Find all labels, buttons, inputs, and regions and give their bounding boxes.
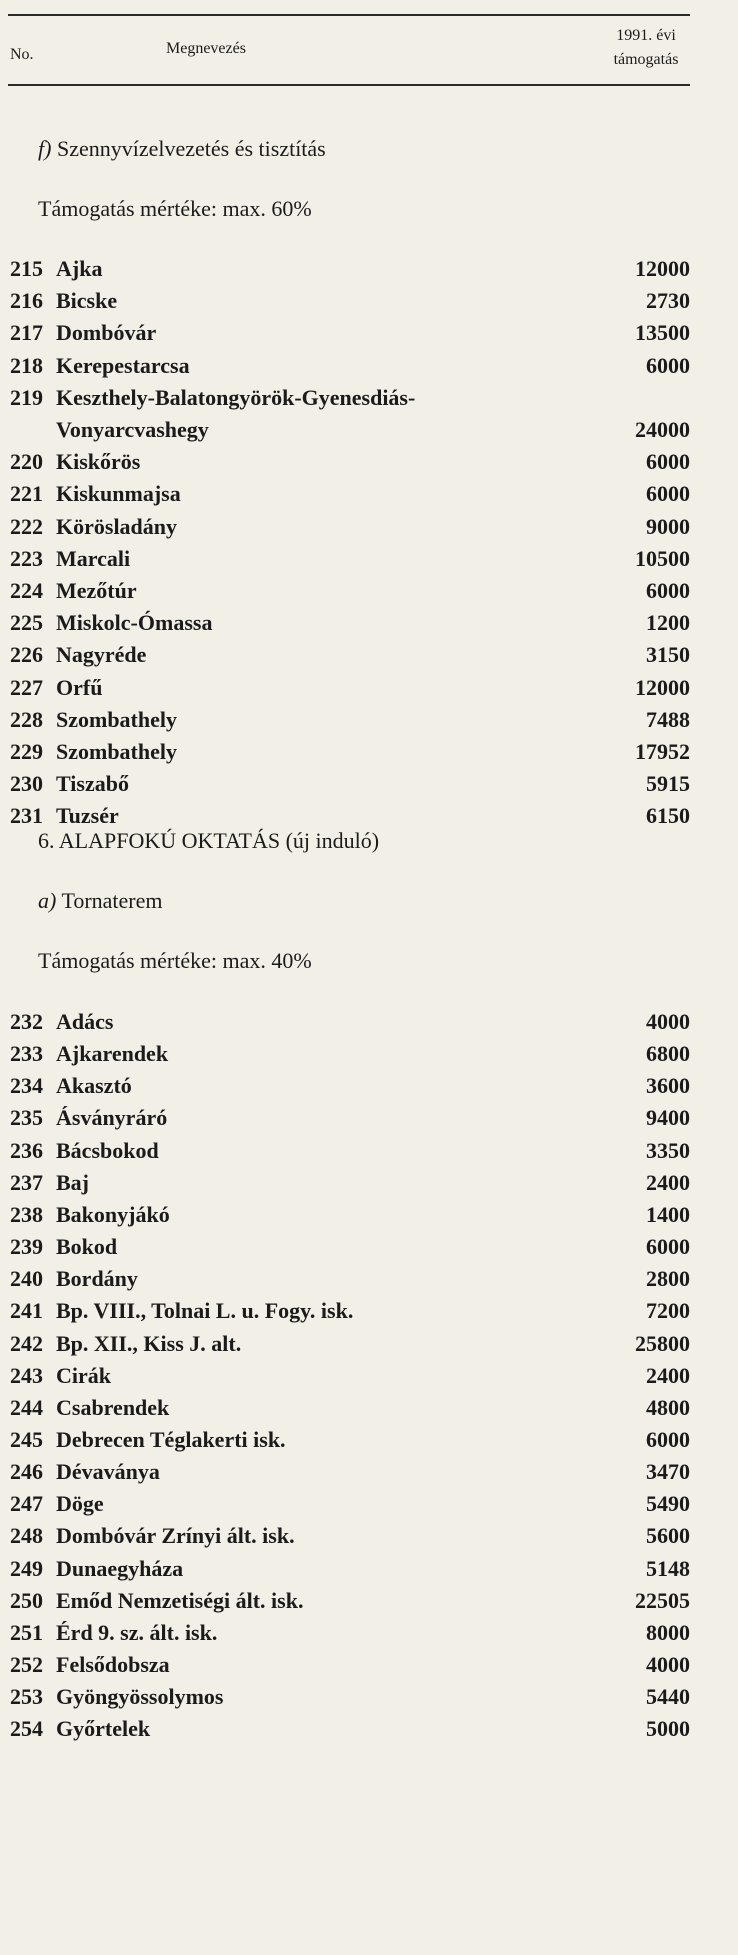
row-name: Cirák: [56, 1362, 111, 1388]
row-value: 8000: [646, 1619, 690, 1645]
row-number: 246: [10, 1459, 43, 1485]
row-name: Dévaványa: [56, 1459, 160, 1485]
row-value: 1200: [646, 610, 690, 636]
row-number: 249: [10, 1555, 43, 1581]
table-row: [10, 286, 690, 316]
table-row: [10, 479, 690, 509]
table-row: [10, 1521, 690, 1551]
table-row: [10, 1296, 690, 1326]
row-name: Kiskőrös: [56, 449, 141, 475]
row-name: Orfű: [56, 674, 103, 700]
row-number: 225: [10, 610, 43, 636]
row-number: 228: [10, 706, 43, 732]
table-row: [10, 1457, 690, 1487]
table-row: [10, 1650, 690, 1680]
table-row: [10, 1682, 690, 1712]
row-number: 252: [10, 1652, 43, 1677]
row-value: 6000: [646, 1426, 690, 1452]
table-row: [10, 1264, 690, 1294]
row-name: Csabrendek: [56, 1394, 170, 1420]
table-row: [10, 1714, 690, 1744]
row-number: 222: [10, 513, 43, 539]
table-row: [10, 1039, 690, 1069]
row-name: Nagyréde: [56, 642, 147, 668]
row-value: 2400: [646, 1169, 690, 1195]
row-name: Kerepestarcsa: [56, 352, 190, 378]
section-6a-heading: [38, 888, 163, 914]
table-row: [10, 1232, 690, 1262]
row-value: 13500: [635, 320, 690, 346]
row-number: 244: [10, 1394, 43, 1420]
section-6-support: Támogatás mértéke: max. 40%: [38, 948, 312, 973]
row-value: 2730: [646, 288, 690, 314]
table-row: [10, 1618, 690, 1648]
row-number: 253: [10, 1684, 43, 1710]
row-name: Bp. XII., Kiss J. alt.: [56, 1330, 242, 1356]
row-number: 239: [10, 1234, 43, 1260]
row-number: 232: [10, 1009, 43, 1034]
row-value: 25800: [635, 1330, 690, 1356]
row-number: 226: [10, 642, 43, 668]
table-row: [10, 512, 690, 542]
row-name: Keszthely-Balatongyörök-Gyenesdiás-: [56, 384, 416, 410]
row-number: 218: [10, 352, 43, 378]
row-name: Dunaegyháza: [56, 1555, 184, 1581]
row-number: 223: [10, 545, 43, 571]
row-name: Ajkarendek: [56, 1041, 169, 1067]
row-value: 7200: [646, 1298, 690, 1324]
row-value: 6000: [646, 481, 690, 507]
row-number: 220: [10, 449, 43, 475]
table-row: [10, 1007, 690, 1037]
section-f-label: f): [38, 136, 52, 161]
row-name: Gyöngyössolymos: [56, 1684, 224, 1710]
table-row: [10, 1393, 690, 1423]
row-value: 6000: [646, 578, 690, 603]
table-row: [10, 415, 690, 445]
table-row: [10, 1361, 690, 1391]
table-row: [10, 1554, 690, 1584]
row-name: Miskolc-Ómassa: [56, 610, 213, 636]
row-number: 233: [10, 1041, 43, 1067]
row-number: 217: [10, 320, 43, 346]
table-row: [10, 1103, 690, 1133]
row-value: 6000: [646, 1234, 690, 1260]
row-name: Szombathely: [56, 706, 177, 732]
header-year: [598, 24, 694, 72]
row-name: Vonyarcvashegy: [56, 417, 209, 442]
table-row: [10, 737, 690, 767]
row-name: Döge: [56, 1491, 104, 1517]
row-value: 5600: [646, 1523, 690, 1549]
row-value: 3600: [646, 1073, 690, 1099]
table-row: [10, 254, 690, 284]
row-name: Felsődobsza: [56, 1652, 170, 1677]
row-value: 22505: [635, 1587, 690, 1613]
row-name: Akasztó: [56, 1073, 132, 1099]
table-row: [10, 1071, 690, 1101]
section-6a-title: Tornaterem: [61, 888, 163, 913]
section-f-title: Szennyvízelvezetés és tisztítás: [56, 136, 326, 161]
row-name: Bokod: [56, 1234, 118, 1260]
row-name: Bicske: [56, 288, 118, 314]
row-name: Dombóvár Zrínyi ált. isk.: [56, 1523, 295, 1549]
row-value: 6000: [646, 449, 690, 475]
row-name: Tuzsér: [56, 803, 119, 829]
row-number: 243: [10, 1362, 43, 1388]
table-row: [10, 608, 690, 638]
table-row: [10, 673, 690, 703]
row-value: 7488: [646, 706, 690, 732]
row-name: Adács: [56, 1009, 114, 1034]
table-row: [10, 1586, 690, 1616]
row-name: Győrtelek: [56, 1716, 151, 1742]
row-name: Bácsbokod: [56, 1137, 159, 1163]
section-f-heading: [38, 136, 326, 162]
row-name: Ajka: [56, 256, 103, 281]
row-value: 12000: [635, 674, 690, 700]
table-row: [10, 383, 690, 413]
header-no: No.: [10, 46, 34, 63]
row-name: Bakonyjákó: [56, 1201, 170, 1227]
row-name: Dombóvár: [56, 320, 157, 346]
row-number: 251: [10, 1619, 43, 1645]
row-number: 227: [10, 674, 43, 700]
row-number: 240: [10, 1266, 43, 1292]
table-row: [10, 1329, 690, 1359]
row-value: 5440: [646, 1684, 690, 1710]
table-row: [10, 1168, 690, 1198]
row-value: 3150: [646, 642, 690, 668]
row-value: 3470: [646, 1459, 690, 1485]
row-value: 5490: [646, 1491, 690, 1517]
row-number: 231: [10, 803, 43, 829]
row-value: 24000: [635, 417, 690, 442]
row-name: Ásványráró: [56, 1105, 168, 1131]
row-number: 234: [10, 1073, 43, 1099]
row-number: 219: [10, 384, 43, 410]
row-value: 6150: [646, 803, 690, 829]
section-f-support: Támogatás mértéke: max. 60%: [38, 196, 312, 221]
row-number: 241: [10, 1298, 43, 1324]
row-number: 242: [10, 1330, 43, 1356]
table-row: [10, 1200, 690, 1230]
row-name: Mezőtúr: [56, 578, 137, 603]
row-number: 248: [10, 1523, 43, 1549]
row-name: Érd 9. sz. ált. isk.: [56, 1619, 218, 1645]
row-number: 247: [10, 1491, 43, 1517]
header-year-line2: támogatás: [613, 51, 679, 68]
row-name: Szombathely: [56, 739, 177, 764]
row-value: 9000: [646, 513, 690, 539]
row-value: 12000: [635, 256, 690, 281]
row-number: 250: [10, 1587, 43, 1613]
row-number: 238: [10, 1201, 43, 1227]
row-number: 224: [10, 578, 43, 603]
table-row: [10, 1489, 690, 1519]
table-row: [10, 1425, 690, 1455]
table-row: [10, 1136, 690, 1166]
row-value: 2400: [646, 1362, 690, 1388]
row-number: 237: [10, 1169, 43, 1195]
row-value: 4000: [646, 1009, 690, 1034]
header-name: Megnevezés: [166, 40, 246, 57]
row-number: 215: [10, 256, 43, 281]
table-row: [10, 544, 690, 574]
table-row: [10, 318, 690, 348]
table-row: [10, 801, 690, 831]
row-name: Marcali: [56, 545, 131, 571]
row-value: 3350: [646, 1137, 690, 1163]
row-number: 229: [10, 739, 43, 764]
section-6-title: 6. ALAPFOKÚ OKTATÁS (új induló): [38, 828, 380, 853]
row-name: Emőd Nemzetiségi ált. isk.: [56, 1587, 304, 1613]
row-value: 5915: [646, 771, 690, 797]
row-value: 6000: [646, 352, 690, 378]
header-rule: [8, 84, 690, 86]
table-row: [10, 640, 690, 670]
table-row: [10, 576, 690, 606]
row-number: 254: [10, 1716, 43, 1742]
row-value: 4000: [646, 1652, 690, 1677]
row-number: 236: [10, 1137, 43, 1163]
row-value: 5000: [646, 1716, 690, 1742]
section-6a-label: a): [38, 888, 57, 913]
row-value: 5148: [646, 1555, 690, 1581]
row-name: Kiskunmajsa: [56, 481, 181, 507]
row-number: 245: [10, 1426, 43, 1452]
row-name: Debrecen Téglakerti isk.: [56, 1426, 286, 1452]
table-row: [10, 447, 690, 477]
row-number: 230: [10, 771, 43, 797]
row-name: Tiszabő: [56, 771, 129, 797]
row-name: Körösladány: [56, 513, 178, 539]
table-row: [10, 769, 690, 799]
row-value: 17952: [635, 739, 690, 764]
row-name: Baj: [56, 1169, 89, 1195]
row-name: Bp. VIII., Tolnai L. u. Fogy. isk.: [56, 1298, 354, 1324]
row-value: 1400: [646, 1201, 690, 1227]
row-value: 2800: [646, 1266, 690, 1292]
table-row: [10, 351, 690, 381]
header-year-line1: 1991. évi: [616, 27, 676, 44]
row-value: 10500: [635, 545, 690, 571]
row-number: 216: [10, 288, 43, 314]
row-name: Bordány: [56, 1266, 138, 1292]
row-number: 235: [10, 1105, 43, 1131]
row-number: 221: [10, 481, 43, 507]
table-row: [10, 705, 690, 735]
top-rule: [8, 14, 690, 16]
row-value: 4800: [646, 1394, 690, 1420]
row-value: 6800: [646, 1041, 690, 1067]
row-value: 9400: [646, 1105, 690, 1131]
